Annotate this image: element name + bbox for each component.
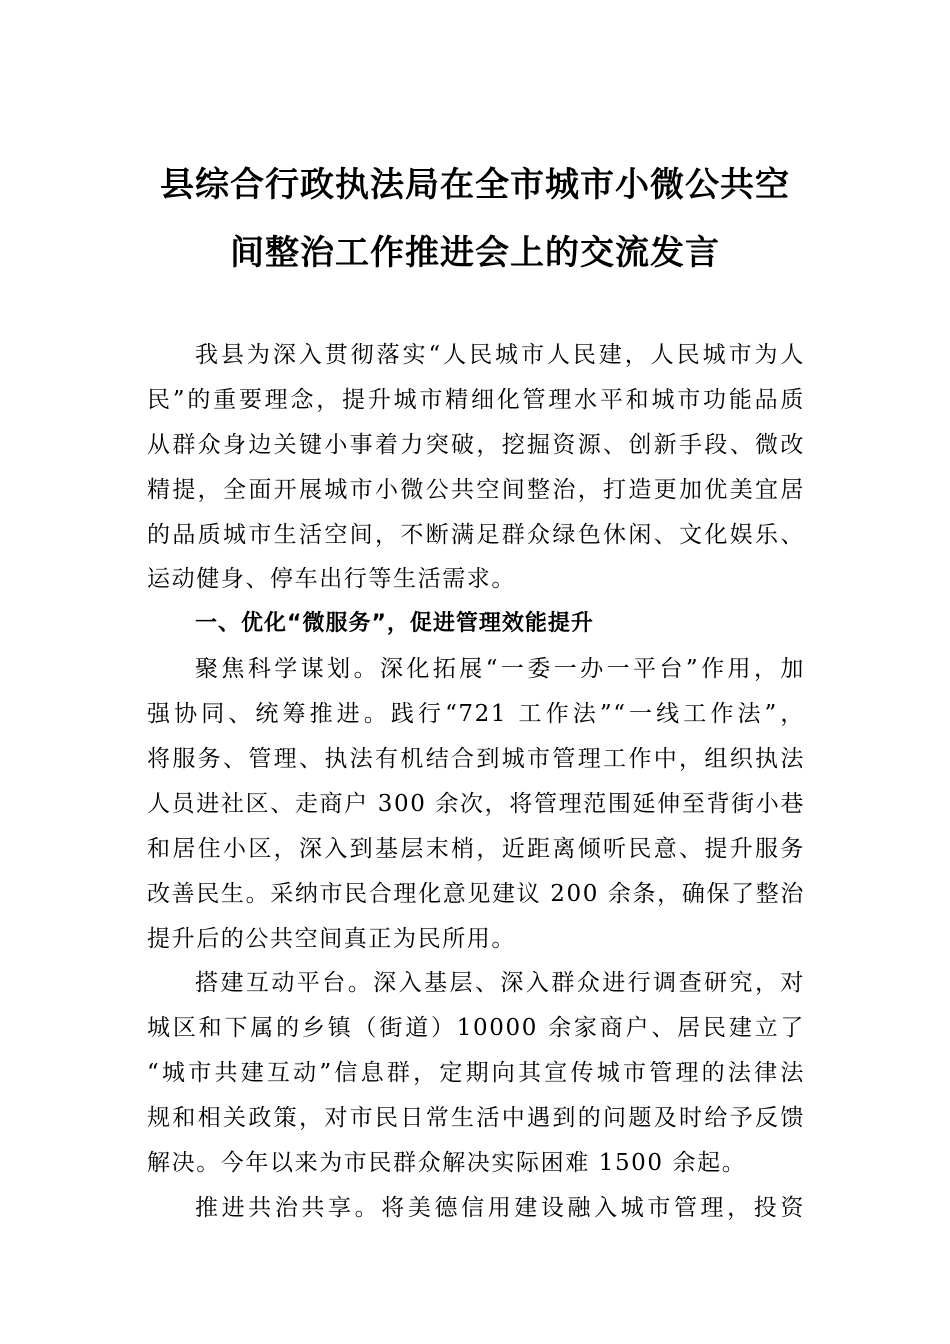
paragraph-line: 解决。今年以来为市民群众解决实际困难 1500 余起。	[147, 1150, 747, 1177]
paragraph-line: “城市共建互动”信息群，定期向其宣传城市管理的法律法	[147, 1060, 805, 1087]
paragraph-line: 将服务、管理、执法有机结合到城市管理工作中，组织执法	[147, 746, 805, 773]
paragraph-line: 搭建互动平台。深入基层、深入群众进行调查研究，对	[195, 970, 805, 997]
document-title-line-1: 县综合行政执法局在全市城市小微公共空	[160, 165, 790, 205]
paragraph-line: 的品质城市生活空间，不断满足群众绿色休闲、文化娱乐、	[147, 521, 805, 548]
document-title-line-2: 间整治工作推进会上的交流发言	[230, 233, 720, 273]
paragraph-line: 规和相关政策，对市民日常生活中遇到的问题及时给予反馈	[147, 1105, 805, 1132]
paragraph-line: 民”的重要理念，提升城市精细化管理水平和城市功能品质	[147, 386, 805, 413]
paragraph-line: 从群众身边关键小事着力突破，挖掘资源、创新手段、微改	[147, 431, 805, 458]
paragraph-line: 改善民生。采纳市民合理化意见建议 200 余条，确保了整治	[147, 880, 805, 907]
paragraph-line: 强协同、统筹推进。践行“721 工作法”“一线工作法”，	[147, 701, 805, 728]
paragraph-line: 和居住小区，深入到基层末梢，近距离倾听民意、提升服务	[147, 835, 805, 862]
paragraph-line: 推进共治共享。将美德信用建设融入城市管理，投资	[195, 1194, 805, 1221]
document-body	[147, 333, 805, 1231]
paragraph-line: 提升后的公共空间真正为民所用。	[147, 925, 516, 952]
paragraph-line: 人员进社区、走商户 300 余次，将管理范围延伸至背街小巷	[147, 790, 805, 817]
paragraph-line: 我县为深入贯彻落实“人民城市人民建，人民城市为人	[195, 342, 805, 368]
paragraph-line: 城区和下属的乡镇（街道）10000 余家商户、居民建立了	[147, 1015, 805, 1042]
paragraph-line: 聚焦科学谋划。深化拓展“一委一办一平台”作用，加	[195, 656, 805, 683]
paragraph-line: 精提，全面开展城市小微公共空间整治，打造更加优美宜居	[147, 476, 805, 503]
section-heading: 一、优化“微服务”，促进管理效能提升	[195, 611, 594, 637]
paragraph-line: 运动健身、停车出行等生活需求。	[147, 566, 516, 593]
